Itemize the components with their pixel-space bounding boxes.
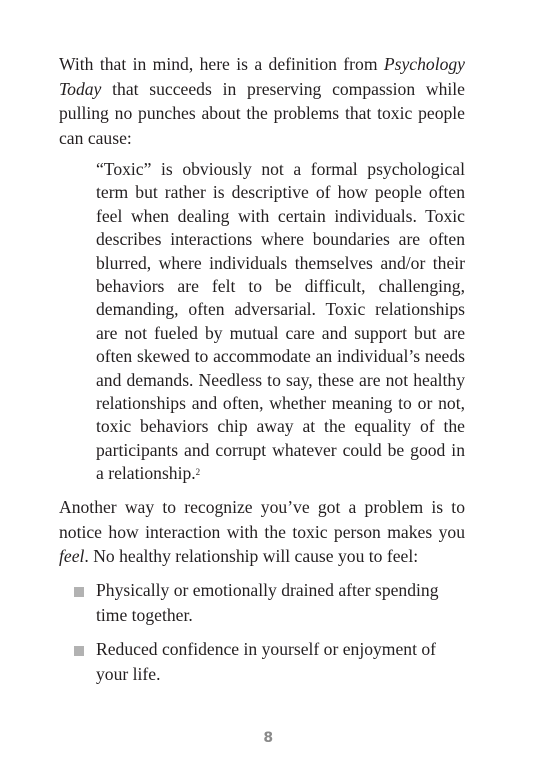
intro-text-end: that succeeds in preserving compassion while pulling no punches about the problems that toxic people can cause: [59,78,465,148]
page-number: 8 [263,730,274,746]
paragraph-text-end: . No healthy relationship will cause you to feel: [84,546,419,566]
square-bullet-icon [74,646,84,656]
list-item [59,637,465,686]
quote-text: “Toxic” is obviously not a formal psychological term but rather is descriptive of how people often feel when dealing with certain individuals. Toxic describes interactions where boundaries are often blurred, where individuals themselves and/or their behaviors are felt to be difficult, challenging, demanding, often adversarial. Toxic relationships are not fueled by mutual care and support but are often skewed to accommodate an individual’s needs and demands. Needless to say, these are not healthy relationships and often, whether meaning to or not, toxic behaviors chip away at the equality of the participants and corrupt whatever could be good in a relationship. [96,159,465,484]
bullet-list [59,578,465,696]
emphasis-word: feel [59,546,85,566]
square-bullet-icon [74,587,84,597]
block-quote [96,158,465,486]
intro-paragraph [59,52,465,150]
body-paragraph [59,495,465,569]
footnote-marker[interactable]: 2 [195,467,201,478]
list-item [59,578,465,627]
source-title: Psychology Today [59,54,465,99]
intro-text-start: With that in mind, here is a definition from [59,54,384,74]
paragraph-text-start: Another way to recognize you’ve got a problem is to notice how interaction with the toxic person makes you [59,497,465,542]
list-item-text: Reduced confidence in yourself or enjoyment of your life. [96,639,437,684]
list-item-text: Physically or emotionally drained after spending time together. [96,580,439,625]
